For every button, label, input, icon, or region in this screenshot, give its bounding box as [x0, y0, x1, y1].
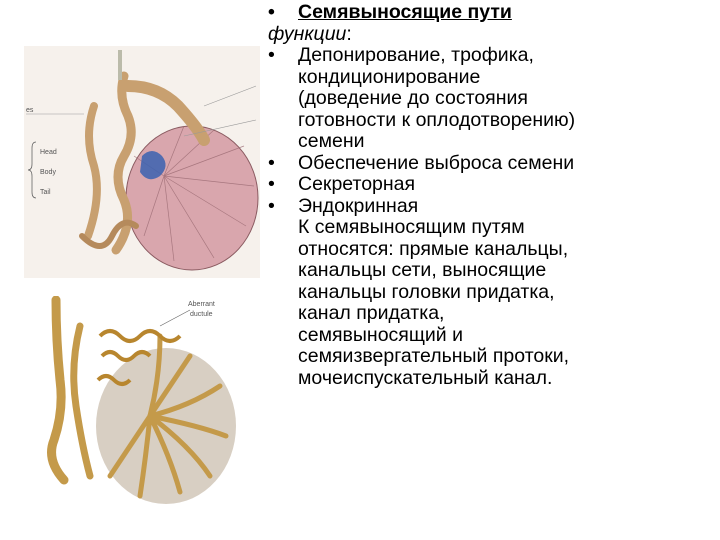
function-line: Секреторная — [298, 173, 416, 195]
function-line: Депонирование, трофика, — [298, 44, 534, 66]
label-aberrant: Aberrant — [188, 301, 215, 308]
note-line: канальцы сети, выносящие — [298, 259, 547, 281]
title-bullet — [268, 2, 708, 24]
note-line: канал придатка, — [298, 302, 445, 324]
note-line: мочеиспускательный канал. — [298, 366, 553, 389]
function-item — [268, 174, 708, 196]
function-line: (доведение до состояния — [298, 87, 528, 109]
slide-text — [268, 2, 708, 389]
bullet-marker: • — [268, 194, 275, 217]
label-ductule: ductule — [190, 311, 213, 318]
testis-ducts-illustration — [40, 296, 236, 512]
bullet-marker: • — [268, 151, 275, 174]
label-head: Head — [40, 149, 57, 156]
function-line: Обеспечение выброса семени — [298, 151, 575, 174]
function-item — [268, 45, 708, 153]
functions-heading-row — [268, 24, 708, 46]
label-body: Body — [40, 169, 56, 176]
functions-colon: : — [346, 22, 352, 45]
bullet-marker: • — [268, 44, 275, 66]
function-item — [268, 153, 708, 175]
slide-title: Семявыносящие пути — [298, 1, 512, 23]
note-line: канальцы головки придатка, — [298, 280, 555, 303]
label-top-left: es — [26, 107, 34, 114]
note-line: К семявыносящим путям — [298, 216, 525, 238]
bullet-marker: • — [268, 173, 275, 195]
testis-epididymis-illustration — [24, 46, 260, 278]
note-line: семявыносящий и — [298, 323, 463, 346]
function-item — [268, 196, 708, 218]
function-line: семени — [298, 130, 365, 152]
note-line: семяизвергательный протоки, — [298, 345, 570, 367]
function-line: готовности к оплодотворению) — [298, 108, 576, 131]
function-line: кондиционирование — [298, 65, 481, 88]
note-line: относятся: прямые канальцы, — [298, 237, 569, 260]
functions-heading: функции — [268, 22, 347, 45]
bullet-marker: • — [268, 1, 275, 23]
function-line: Эндокринная — [298, 194, 419, 217]
label-tail: Tail — [40, 189, 51, 196]
ducts-note — [268, 217, 708, 389]
